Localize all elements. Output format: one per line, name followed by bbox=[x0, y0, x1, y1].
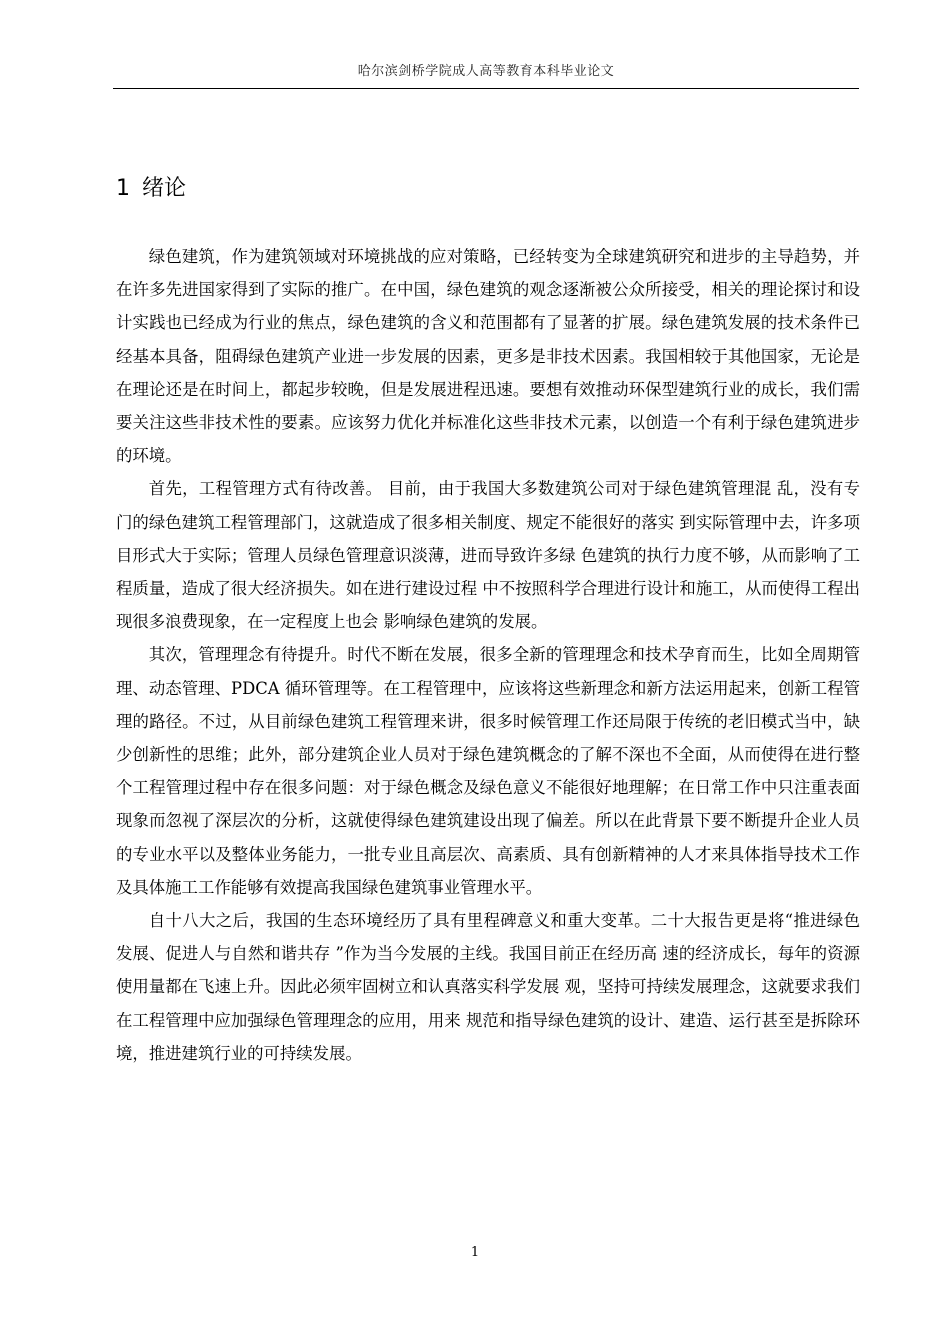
body-text bbox=[116, 240, 860, 1070]
chapter-heading bbox=[116, 172, 186, 206]
chapter-title-text: 绪论 bbox=[142, 176, 187, 201]
page-number: 1 bbox=[470, 1245, 480, 1260]
chapter-number: 1 bbox=[116, 176, 130, 201]
paragraph-management-concept: 其次，管理理念有待提升。时代不断在发展，很多全新的管理理念和技术孕育而生，比如全周期管理、动态管理、PDCA 循环管理等。在工程管理中，应该将这些新理念和新方法运用起来，创新工程管理的路径。不过，从目前绿色建筑工程管理来讲，很多时候管理工作还局限于传统的老旧模式当中，缺少创新性的思维；此外，部分建筑企业人员对于绿色建筑概念的了解不深也不全面，从而使得在进行整个工程管理过程中存在很多问题：对于绿色概念及绿色意义不能很好地理解；在日常工作中只注重表面现象而忽视了深层次的分析，这就使得绿色建筑建设出现了偏差。所以在此背景下要不断提升企业人员的专业水平以及整体业务能力，一批专业且高层次、高素质、具有创新精神的人才来具体指导技术工作及具体施工工作能够有效提高我国绿色建筑事业管理水平。 bbox=[116, 645, 860, 897]
paragraph-management-method: 首先，工程管理方式有待改善。 目前，由于我国大多数建筑公司对于绿色建筑管理混 乱，没有专门的绿色建筑工程管理部门，这就造成了很多相关制度、规定不能很好的落实 到实际管理中去，许多项目形式大于实际；管理人员绿色管理意识淡薄，进而导致许多绿 色建筑的执行力度不够，从而影响了工程质量，造成了很大经济损失。如在进行建设过程 中不按照科学合理进行设计和施工，从而使得工程出现很多浪费现象，在一定程度上也会 影响绿色建筑的发展。 bbox=[116, 479, 860, 632]
page-header: 哈尔滨剑桥学院成人高等教育本科毕业论文 bbox=[357, 64, 615, 79]
header-divider bbox=[113, 88, 859, 89]
paragraph-intro: 绿色建筑，作为建筑领域对环境挑战的应对策略，已经转变为全球建筑研究和进步的主导趋势，并在许多先进国家得到了实际的推广。在中国，绿色建筑的观念逐渐被公众所接受，相关的理论探讨和设计实践也已经成为行业的焦点，绿色建筑的含义和范围都有了显著的扩展。绿色建筑发展的技术条件已经基本具备，阻碍绿色建筑产业进一步发展的因素，更多是非技术因素。我国相较于其他国家，无论是在理论还是在时间上，都起步较晚，但是发展进程迅速。要想有效推动环保型建筑行业的成长，我们需要关注这些非技术性的要素。应该努力优化并标准化这些非技术元素，以创造一个有利于绿色建筑进步的环境。 bbox=[116, 247, 860, 466]
paragraph-policy: 自十八大之后，我国的生态环境经历了具有里程碑意义和重大变革。二十大报告更是将“推进绿色发展、促进人与自然和谐共存 ”作为当今发展的主线。我国目前正在经历高 速的经济成长，每年的资源使用量都在飞速上升。因此必须牢固树立和认真落实科学发展 观，坚持可持续发展理念，这就要求我们在工程管理中应加强绿色管理理念的应用，用来 规范和指导绿色建筑的设计、建造、运行甚至是拆除环境，推进建筑行业的可持续发展。 bbox=[116, 911, 861, 1063]
